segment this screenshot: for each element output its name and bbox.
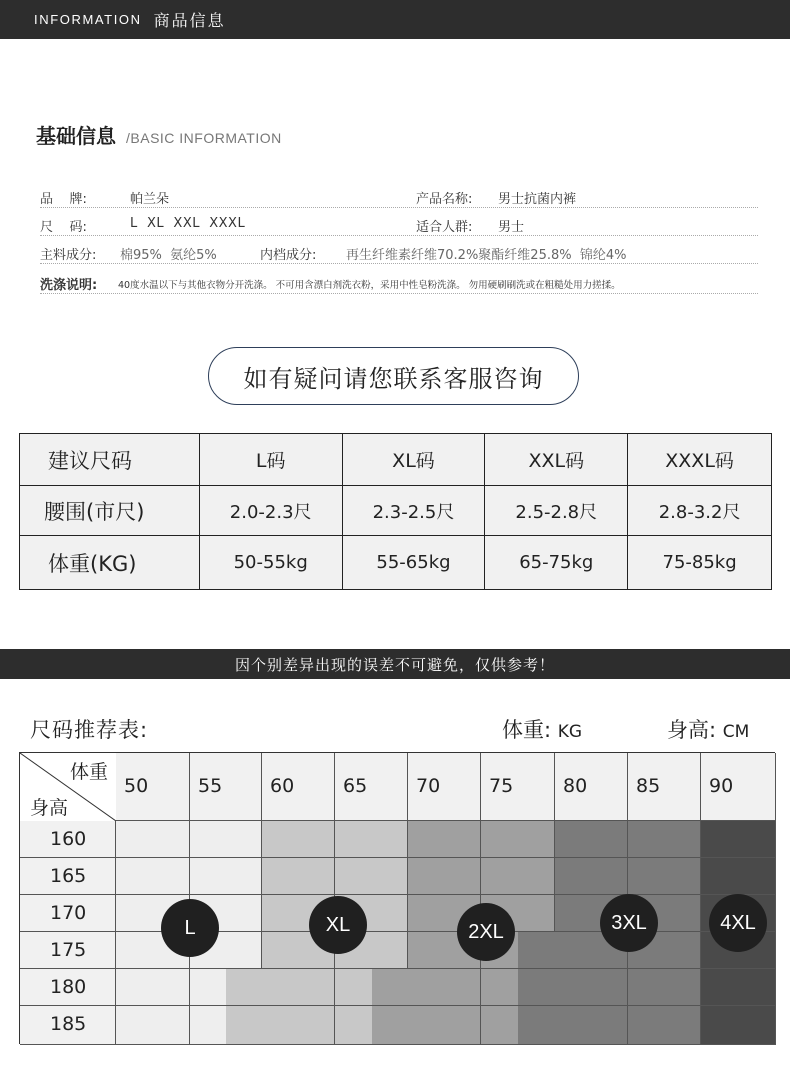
weight-value: 70 — [416, 775, 441, 797]
grid-cell — [408, 858, 481, 895]
size-table-cell: 2.0-2.3尺 — [199, 486, 342, 536]
size-table-header-cell: XXL码 — [485, 434, 628, 486]
grid-cell — [335, 821, 408, 858]
product-name-value: 男士抗菌内裤 — [498, 192, 577, 207]
grid-cell — [555, 821, 628, 858]
height-value: 180 — [50, 976, 87, 998]
grid-cell — [335, 858, 408, 895]
size-table-cell: 2.8-3.2尺 — [628, 486, 772, 536]
grid-cell-step — [226, 1006, 262, 1044]
grid-cell — [481, 858, 555, 895]
grid-cell — [628, 858, 701, 895]
size-table-cell: 75-85kg — [628, 536, 772, 590]
crotch-value: 再生纤维素纤维70.2%聚酯纤维25.8% 锦纶4% — [346, 248, 627, 263]
disclaimer-band: 因个别差异出现的误差不可避免，仅供参考！ — [0, 649, 790, 679]
crotch-label: 内档成分: — [260, 248, 317, 263]
size-table-header-cell: 建议尺码 — [20, 434, 200, 486]
corner-weight-label: 体重 — [70, 761, 109, 783]
grid-cell — [555, 969, 628, 1006]
weight-value: 50 — [124, 775, 149, 797]
basic-title-cn: 基础信息 — [36, 124, 116, 148]
grid-cell — [190, 821, 262, 858]
size-table-header-cell: XXXL码 — [628, 434, 772, 486]
size-table-cell: 50-55kg — [199, 536, 342, 590]
grid-cell-step — [518, 969, 555, 1005]
size-badge: 2XL — [457, 903, 515, 961]
size-badge: 4XL — [709, 894, 767, 952]
product-name-label: 产品名称: — [416, 192, 473, 207]
weight-value: 75 — [489, 775, 514, 797]
grid-cell — [701, 821, 776, 858]
size-table-cell: 2.3-2.5尺 — [342, 486, 485, 536]
size-label: 尺 码: — [40, 220, 87, 235]
size-table-row-label: 腰围(市尺) — [20, 486, 200, 536]
height-unit: CM — [722, 722, 750, 742]
grid-cell — [408, 1006, 481, 1045]
size-table-header-cell: L码 — [199, 434, 342, 486]
size-table-header-cell: XL码 — [342, 434, 485, 486]
grid-cell — [701, 858, 776, 895]
size-table-cell: 65-75kg — [485, 536, 628, 590]
grid-cell-step — [372, 969, 409, 1005]
size-badge: 3XL — [600, 894, 658, 952]
weight-value: 90 — [709, 775, 734, 797]
weight-unit: KG — [557, 722, 583, 742]
grid-cell — [116, 1006, 190, 1045]
grid-cell — [701, 1006, 776, 1045]
grid-cell — [628, 1006, 701, 1045]
size-table-row — [20, 486, 772, 536]
grid-cell — [555, 858, 628, 895]
grid-cell-step — [372, 1006, 409, 1044]
grid-cell — [116, 821, 190, 858]
weight-value: 65 — [343, 775, 368, 797]
size-badge: L — [161, 899, 219, 957]
size-value: L XL XXL XXXL — [130, 216, 246, 231]
size-table-cell: 55-65kg — [342, 536, 485, 590]
corner-height-label: 身高 — [30, 797, 69, 819]
basic-title-en: /BASIC INFORMATION — [126, 130, 282, 146]
material-label: 主料成分: — [40, 248, 97, 263]
header-title-cn: 商品信息 — [153, 11, 226, 30]
size-badge: XL — [309, 896, 367, 954]
size-table-header-row — [20, 434, 772, 486]
wash-value: 40度水温以下与其他衣物分开洗涤。 不可用含漂白剂洗衣粉，采用中性皂粉洗涤。 勿用硬刷刷洗或在粗糙处用力搓揉。 — [118, 280, 621, 291]
height-value: 165 — [50, 865, 87, 887]
header-title-en: INFORMATION — [34, 12, 142, 27]
grid-cell — [116, 969, 190, 1006]
recommend-title: 尺码推荐表: — [30, 718, 149, 742]
info-row-size — [40, 214, 758, 236]
weight-value: 80 — [563, 775, 588, 797]
grid-cell — [555, 1006, 628, 1045]
grid-cell — [628, 969, 701, 1006]
wash-label: 洗涤说明: — [40, 278, 98, 293]
grid-cell — [262, 1006, 335, 1045]
grid-cell — [481, 821, 555, 858]
grid-cell — [628, 821, 701, 858]
grid-cell — [190, 858, 262, 895]
weight-value: 55 — [198, 775, 223, 797]
height-value: 160 — [50, 828, 87, 850]
size-table-row-label: 体重(KG) — [20, 536, 200, 590]
info-row-material — [40, 242, 758, 264]
weight-unit-label — [502, 714, 582, 744]
grid-cell — [408, 821, 481, 858]
size-table-row — [20, 536, 772, 590]
grid-cell — [262, 821, 335, 858]
grid-cell-step — [518, 1006, 555, 1044]
weight-value: 85 — [636, 775, 661, 797]
info-row-wash — [40, 272, 758, 294]
size-table — [19, 433, 772, 590]
size-table-cell: 2.5-2.8尺 — [485, 486, 628, 536]
height-value: 185 — [50, 1013, 87, 1035]
size-recommend-grid — [19, 752, 775, 1044]
grid-cell — [116, 858, 190, 895]
grid-cell-step — [226, 969, 262, 1005]
info-row-brand — [40, 186, 758, 208]
grid-cell-step — [518, 932, 555, 968]
weight-label: 体重: — [502, 718, 552, 742]
height-value: 170 — [50, 902, 87, 924]
target-label: 适合人群: — [416, 220, 473, 235]
target-value: 男士 — [498, 220, 525, 235]
info-header-bar — [0, 0, 790, 39]
brand-value: 帕兰朵 — [130, 192, 170, 207]
brand-label: 品 牌: — [40, 192, 87, 207]
material-value: 棉95% 氨纶5% — [120, 248, 217, 263]
height-unit-label — [667, 714, 749, 744]
weight-value: 60 — [270, 775, 295, 797]
grid-cell — [701, 969, 776, 1006]
height-label: 身高: — [667, 718, 717, 742]
grid-cell — [262, 969, 335, 1006]
basic-info-title — [36, 120, 282, 149]
grid-cell — [408, 969, 481, 1006]
grid-cell — [262, 858, 335, 895]
height-value: 175 — [50, 939, 87, 961]
consult-service-banner: 如有疑问请您联系客服咨询 — [208, 347, 579, 405]
